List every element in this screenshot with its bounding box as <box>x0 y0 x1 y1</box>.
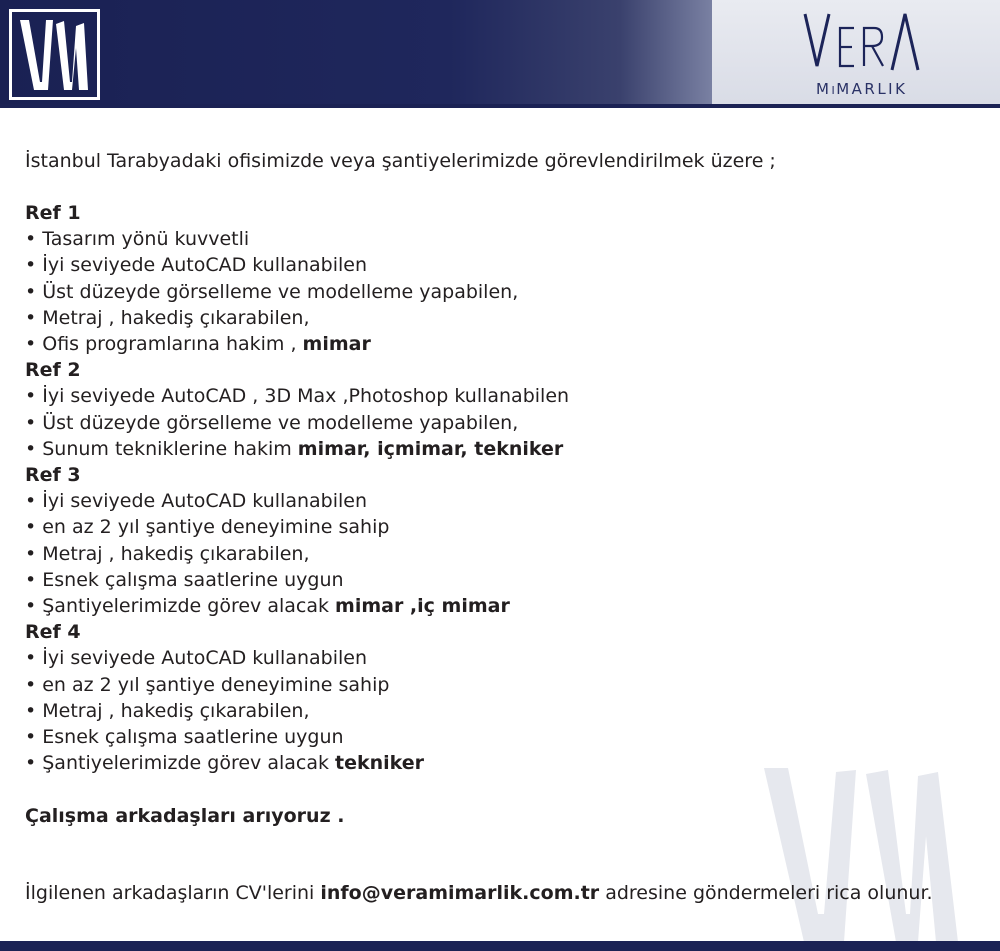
list-item: • Şantiyelerimizde görev alacak mimar ,iç mimar <box>25 595 510 618</box>
ref-title: Ref 3 <box>25 464 81 487</box>
role-highlight: tekniker <box>335 752 425 775</box>
vm-logo-icon <box>12 12 97 97</box>
list-item: • İyi seviyede AutoCAD , 3D Max ,Photoshop kullanabilen <box>25 385 570 408</box>
vera-wordmark-icon <box>802 8 922 78</box>
brand-subtitle: MIMARLIK <box>816 80 908 98</box>
ref-title: Ref 4 <box>25 621 81 644</box>
list-item: • Sunum tekniklerine hakim mimar, içmimar, tekniker <box>25 437 564 460</box>
list-item: • Tasarım yönü kuvvetli <box>25 228 250 251</box>
list-item: • en az 2 yıl şantiye deneyimine sahip <box>25 516 390 539</box>
list-item: • Esnek çalışma saatlerine uygun <box>25 568 344 591</box>
list-item: • İyi seviyede AutoCAD kullanabilen <box>25 490 367 513</box>
footer-bar <box>0 941 1000 951</box>
list-item: • en az 2 yıl şantiye deneyimine sahip <box>25 673 390 696</box>
vm-logo <box>9 9 100 100</box>
ref-title: Ref 2 <box>25 359 81 382</box>
email-link[interactable]: info@veramimarlik.com.tr <box>320 882 600 904</box>
vm-watermark-icon <box>760 764 960 944</box>
role-highlight: mimar ,iç mimar <box>335 595 510 618</box>
contact-line: İlgilenen arkadaşların CV'lerini info@veramimarlik.com.tr adresine göndermeleri rica olunur. <box>25 882 933 904</box>
list-item: • Metraj , hakediş çıkarabilen, <box>25 306 310 329</box>
closing-text: Çalışma arkadaşları arıyoruz . <box>25 805 345 827</box>
role-highlight: mimar, içmimar, tekniker <box>297 437 564 460</box>
list-item: • Şantiyelerimizde görev alacak tekniker <box>25 752 425 775</box>
list-item: • Üst düzeyde görselleme ve modelleme yapabilen, <box>25 411 519 434</box>
list-item: • Metraj , hakediş çıkarabilen, <box>25 699 310 722</box>
list-item: • Metraj , hakediş çıkarabilen, <box>25 542 310 565</box>
intro-text: İstanbul Tarabyadaki ofisimizde veya şantiyelerimizde görevlendirilmek üzere ; <box>25 150 776 172</box>
header-rule <box>0 104 1000 108</box>
list-item: • Üst düzeyde görselleme ve modelleme yapabilen, <box>25 280 519 303</box>
list-item: • İyi seviyede AutoCAD kullanabilen <box>25 254 367 277</box>
list-item: • Ofis programlarına hakim , mimar <box>25 333 371 356</box>
requirements-list <box>25 200 569 776</box>
ref-title: Ref 1 <box>25 202 81 224</box>
role-highlight: mimar <box>302 333 371 356</box>
list-item: • İyi seviyede AutoCAD kullanabilen <box>25 647 367 670</box>
list-item: • Esnek çalışma saatlerine uygun <box>25 726 344 749</box>
